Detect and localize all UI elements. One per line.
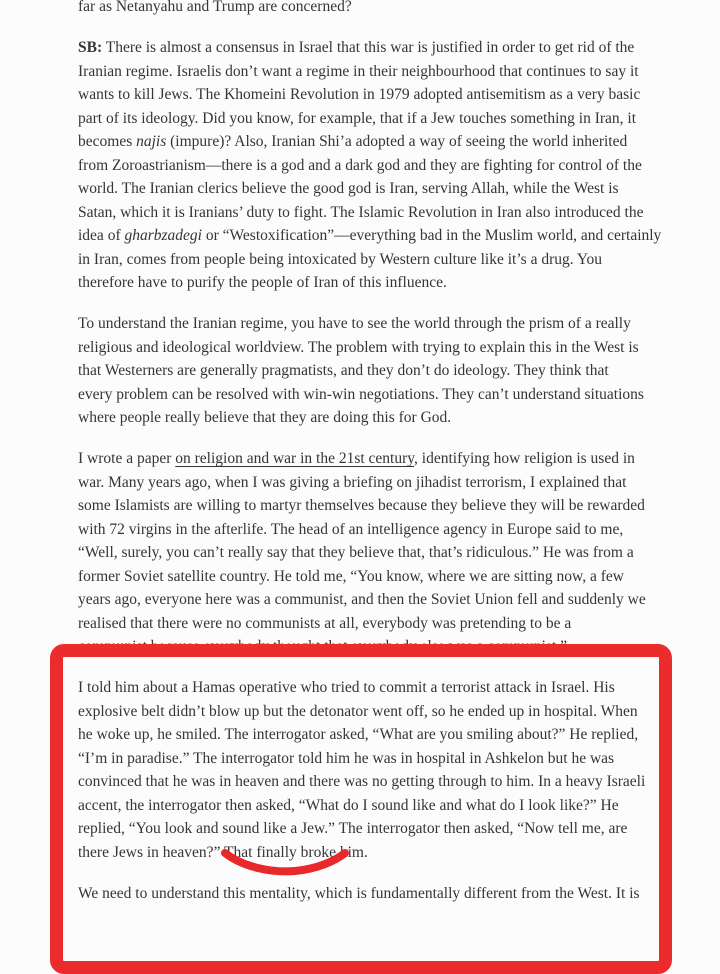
- text-line: “Well, surely, you can’t really say that they believe that, that’s ridiculous.” He was from a: [78, 544, 634, 561]
- text-line: I told him about a Hamas operative who tried to commit a terrorist attack in Israel. His: [78, 679, 615, 696]
- text-line: world. The Iranian clerics believe the good god is Iran, serving Allah, while the West is: [78, 180, 619, 197]
- paragraph: [78, 447, 678, 659]
- text-line: “I’m in paradise.” The interrogator told him he was in hospital in Ashkelon but he was: [78, 749, 615, 767]
- paragraph: [78, 0, 678, 19]
- text-line: To understand the Iranian regime, you have to see the world through the prism of a really: [78, 315, 631, 332]
- text-line: realised that there were no communists at all, everybody was pretending to be a: [78, 614, 572, 632]
- italic-term: najis: [136, 133, 167, 150]
- speaker-label: SB:: [78, 39, 103, 56]
- text-line: in Iran, comes from people being intoxicated by Western culture like it’s a drug. You: [78, 250, 603, 268]
- text-line: convinced that he was in heaven and there was no getting through to him. In a heavy Israeli: [78, 773, 646, 790]
- text-line: where people really believe that they are doing this for God.: [78, 409, 452, 426]
- text-line: explosive belt didn’t blow up but the detonator went off, so he ended up in hospital. When: [78, 702, 638, 720]
- text-line: he woke up, he smiled. The interrogator asked, “What are you smiling about?” He replied,: [78, 726, 639, 743]
- text-line: there Jews in heaven?” That finally broke him.: [78, 841, 678, 865]
- text-line: from Zoroastrianism—there is a god and a dark god and they are fighting for control of the: [78, 156, 642, 174]
- text-line: years ago, everyone here was a communist, and then the Soviet Union fell and suddenly we: [78, 591, 646, 608]
- text-line: Satan, which it is Iranians’ duty to fight. The Islamic Revolution in Iran also introduced the: [78, 203, 644, 221]
- text-line: every problem can be resolved with win-win negotiations. They can’t understand situations: [78, 385, 644, 403]
- text-line: idea of gharbzadegi or “Westoxification”—everything bad in the Muslim world, and certainly: [78, 227, 662, 244]
- text-line: with 72 virgins in the afterlife. The head of an intelligence agency in Europe said to me,: [78, 520, 624, 538]
- text-line: former Soviet satellite country. He told me, “You know, where we are sitting now, a few: [78, 567, 624, 585]
- text-line: replied, “You look and sound like a Jew.” The interrogator then asked, “Now tell me, are: [78, 820, 628, 837]
- text-line: part of its ideology. Did you know, for example, that if a Jew touches something in Iran, it: [78, 109, 637, 127]
- article-link[interactable]: on religion and war in the 21st century: [175, 450, 415, 467]
- text-line: war. Many years ago, when I was giving a briefing on jihadist terrorism, I explained that: [78, 473, 627, 491]
- text-line: I wrote a paper on religion and war in the 21st century, identifying how religion is used in: [78, 450, 635, 467]
- text-line: Iranian regime. Israelis don’t want a regime in their neighbourhood that continues to say it: [78, 62, 639, 80]
- paragraph: [78, 676, 678, 864]
- article-text-column: [78, 0, 678, 923]
- text-line: far as Netanyahu and Trump are concerned?: [78, 0, 352, 15]
- paragraph: [78, 312, 678, 430]
- text-line: religious and ideological worldview. The problem with trying to explain this in the West is: [78, 338, 639, 356]
- text-line: SB: There is almost a consensus in Israel that this war is justified in order to get rid of the: [78, 39, 635, 56]
- text-line: that Westerners are generally pragmatists, and they don’t do ideology. They think that: [78, 362, 609, 379]
- text-line: therefore have to purify the people of Iran of this influence.: [78, 274, 447, 291]
- text-line: becomes najis (impure)? Also, Iranian Shi’a adopted a way of seeing the world inherited: [78, 133, 628, 150]
- red-underlined-text: That finally broke him.: [224, 844, 368, 861]
- paragraph: [78, 36, 678, 295]
- italic-term: gharbzadegi: [124, 227, 202, 244]
- red-underline-annotation: [219, 849, 351, 875]
- text-line: some Islamists are willing to martyr themselves because they believe they will be rewarded: [78, 497, 645, 514]
- text-line: accent, the interrogator then asked, “What do I sound like and what do I look like?” He: [78, 796, 619, 814]
- paragraph: [78, 882, 678, 906]
- text-line: communist because everybody thought that everybody else was a communist.”: [78, 638, 567, 655]
- text-line: wants to kill Jews. The Khomeini Revolution in 1979 adopted antisemitism as a very basic: [78, 86, 641, 103]
- text-line: We need to understand this mentality, which is fundamentally different from the West. It is: [78, 884, 640, 902]
